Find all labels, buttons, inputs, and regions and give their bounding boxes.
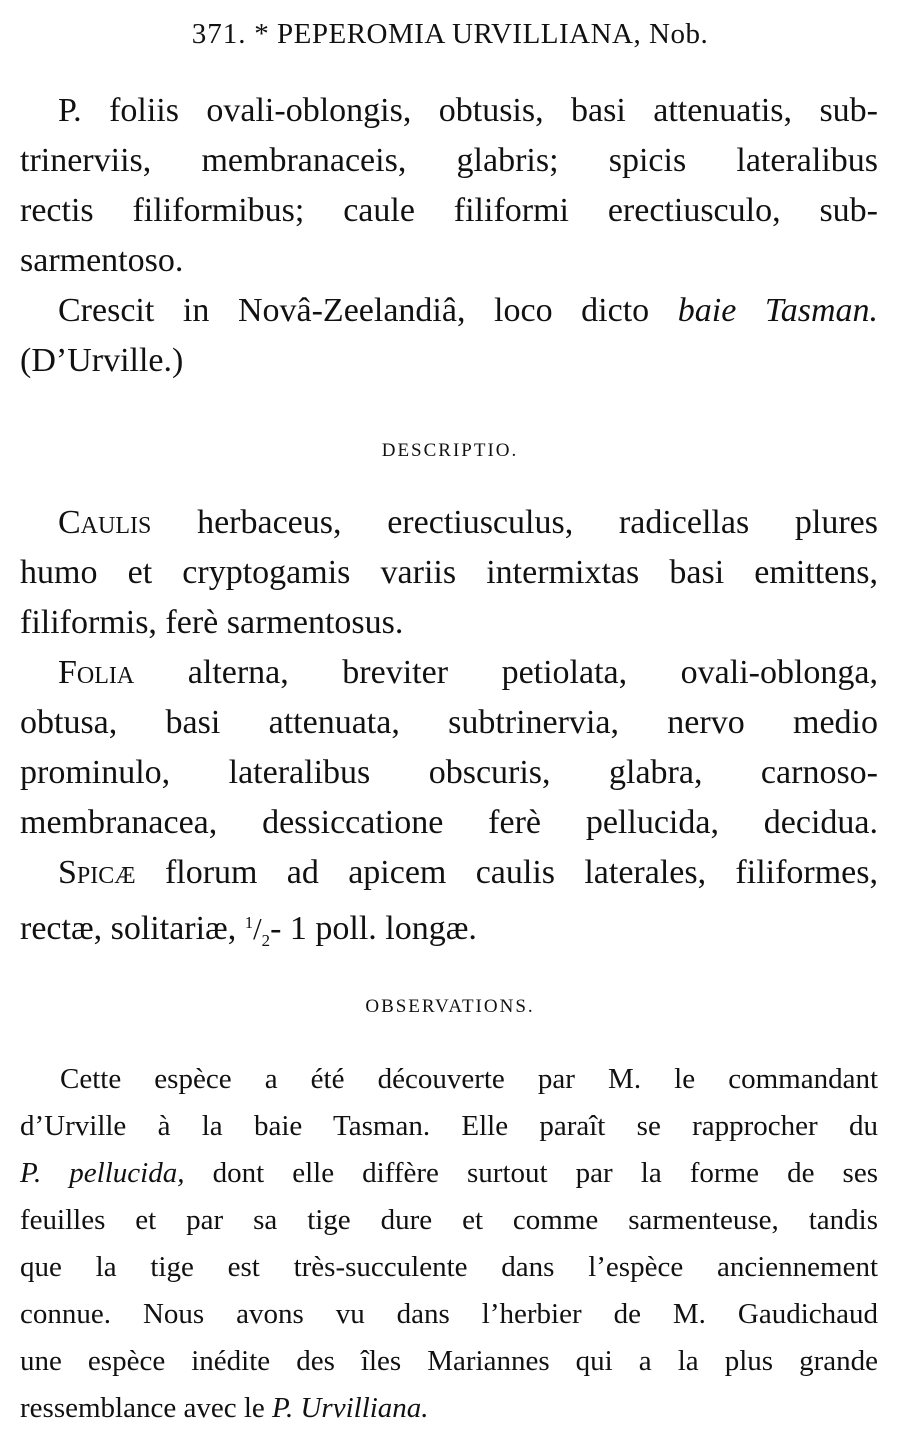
observation-text: ressemblance avec le <box>20 1392 265 1424</box>
descriptio-heading: DESCRIPTIO. <box>381 440 519 461</box>
diagnosis-line: sarmentoso. <box>20 242 184 279</box>
cited-species: P. pellucida, <box>20 1157 185 1189</box>
cited-species: P. Urvilliana. <box>272 1392 429 1424</box>
species-author: Nob. <box>649 18 709 50</box>
observations-heading: OBSERVATIONS. <box>365 996 535 1017</box>
descriptio-body <box>20 498 879 951</box>
observation-line <box>20 1385 878 1432</box>
spicae-text: florum ad apicem caulis laterales, filiformes, <box>164 854 878 891</box>
species-number: 371. <box>191 18 247 50</box>
observation-line: feuilles et par sa tige dure et comme sarmenteuse, tandis <box>20 1204 878 1236</box>
folia-line: obtusa, basi attenuata, subtrinervia, nervo medio <box>20 704 878 741</box>
caulis-term: Caulis <box>58 504 152 541</box>
folia-term: Folia <box>58 654 135 691</box>
diagnosis-line: trinerviis, membranaceis, glabris; spicis lateralibus <box>20 142 878 179</box>
habitat-place: baie Tasman. <box>677 292 878 329</box>
habitat-text: Crescit in Novâ-Zeelandiâ, loco dicto <box>58 292 650 329</box>
folia-line <box>20 648 878 698</box>
observation-line: une espèce inédite des îles Mariannes qui a la plus grande <box>20 1345 878 1377</box>
endemic-star: * <box>254 18 270 50</box>
collector: (D’Urville.) <box>20 342 184 379</box>
species-header <box>0 14 900 54</box>
spicae-last-after: - 1 poll. longæ. <box>270 910 477 948</box>
habitat-line <box>20 286 878 336</box>
fraction-half: $^1/_2$ <box>244 912 271 951</box>
folia-line: membranacea, dessiccatione ferè pellucida, decidua. <box>20 804 878 841</box>
observation-text: dont elle diffère surtout par la forme de ses <box>212 1157 879 1189</box>
spicae-line <box>20 848 878 898</box>
observation-line: que la tige est très-succulente dans l’espèce anciennement <box>20 1251 878 1283</box>
folia-text: alterna, breviter petiolata, ovali-oblonga, <box>187 654 879 691</box>
caulis-line: humo et cryptogamis variis intermixtas basi emittens, <box>20 554 878 591</box>
caulis-line: filiformis, ferè sarmentosus. <box>20 604 404 641</box>
diagnosis-line: rectis filiformibus; caule filiformi erectiusculo, sub- <box>20 192 878 229</box>
spicae-term: Spicæ <box>58 854 136 891</box>
observation-line: connue. Nous avons vu dans l’herbier de M. Gaudichaud <box>20 1298 878 1330</box>
diagnosis-line: P. foliis ovali-oblongis, obtusis, basi attenuatis, sub- <box>58 92 878 129</box>
observations-body <box>20 1056 878 1432</box>
spicae-last-before: rectæ, solitariæ, <box>20 910 237 948</box>
observation-line: d’Urville à la baie Tasman. Elle paraît se rapprocher du <box>20 1110 878 1142</box>
fraction-denominator: 2 <box>261 931 271 951</box>
observation-line <box>20 1150 878 1197</box>
observation-line: Cette espèce a été découverte par M. le commandant <box>60 1063 878 1095</box>
caulis-line <box>20 498 878 548</box>
spicae-line <box>20 898 878 951</box>
diagnosis <box>20 86 878 386</box>
caulis-text: herbaceus, erectiusculus, radicellas plures <box>197 504 878 541</box>
fraction-numerator: 1 <box>244 913 254 932</box>
folia-line: prominulo, lateralibus obscuris, glabra, carnoso- <box>20 754 878 791</box>
species-name: PEPEROMIA URVILLIANA, <box>277 18 642 50</box>
